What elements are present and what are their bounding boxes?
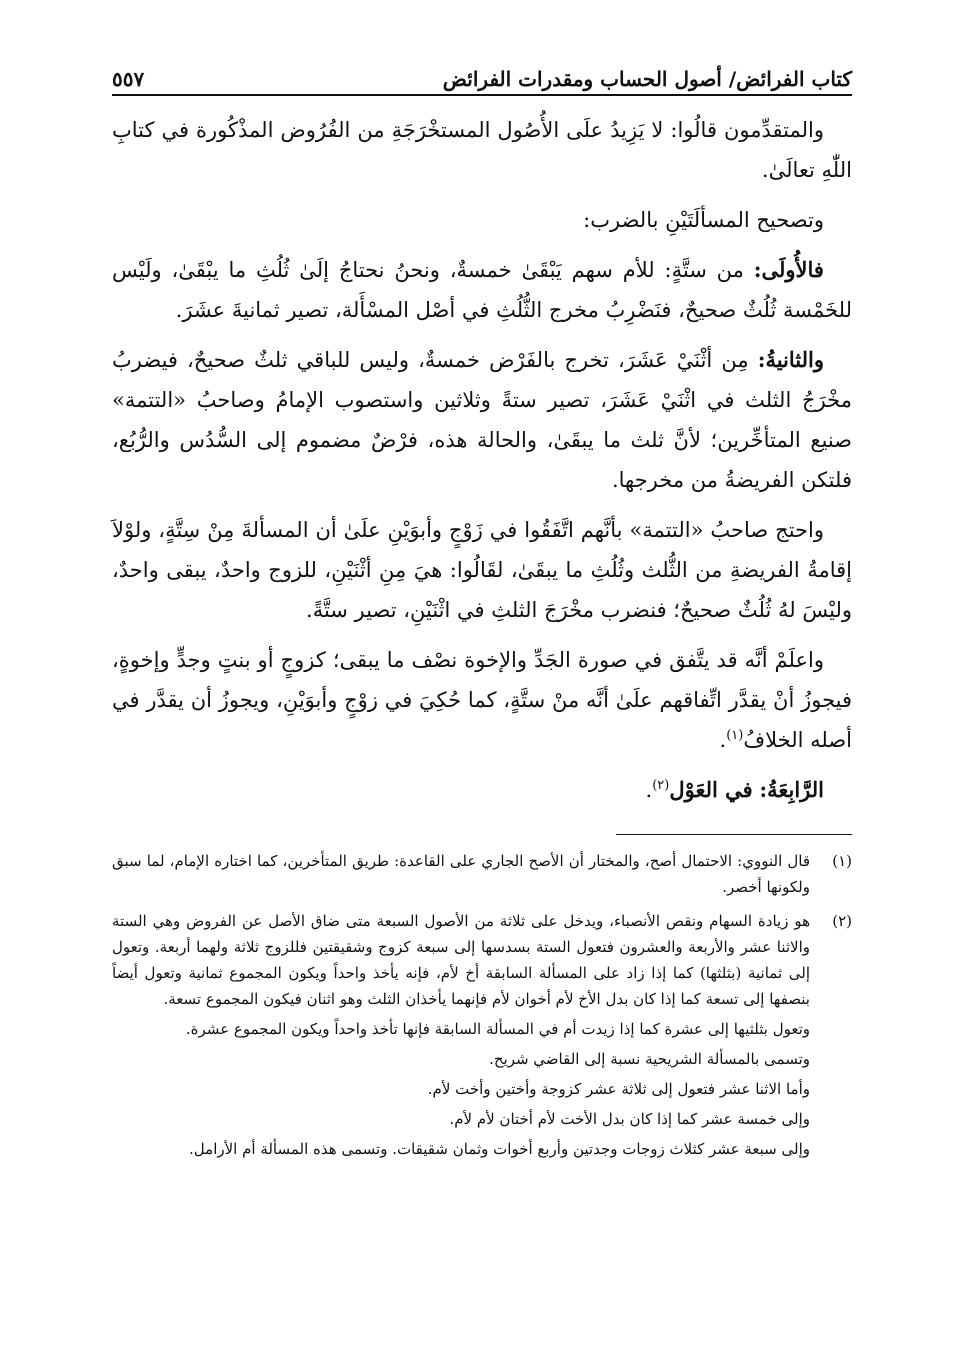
footnote-rule [616,834,852,835]
paragraph-2: وتصحيح المسألَتَيْنِ بالضرب: [583,208,824,232]
footnote-number: (١) [832,852,852,870]
footnotes [112,848,852,1170]
footnote-text: وإلى خمسة عشر كما إذا كان بدل الأخت لأم أختان لأم لأم. [449,1110,810,1128]
paragraph-3-text: من ستَّةٍ: للأم سهم يَبْقَىٰ خمسةٌ، ونحنُ نحتاجُ إلَىٰ ثُلُثِ ما يبْقَىٰ، ولَيْس للخَمْسة ثُلُثٌ صحيحٌ، فنَضْرِبُ مخرج الثُّلُثِ في أصْل المسْأَلة، تصير ثمانيةَ عشَرَ. [112,258,852,322]
paragraph-1: والمتقدِّمون قالُوا: لا يَزِيدُ علَى الأُصُول المستخْرَجَةِ من الفُرُوض المذْكُورة في كتابِ اللّٰهِ تعالَىٰ. [112,118,852,182]
paragraph-4-lead: والثانيةُ: [757,347,824,372]
paragraph-6 [112,640,852,760]
footnote-text: وأما الاثنا عشر فتعول إلى ثلاثة عشر كزوجة وأختين وأخت لأم. [427,1080,810,1098]
header-rule [112,94,852,96]
paragraph-7-text: في العَوْل [669,777,753,802]
paragraph-6-end: . [719,728,727,752]
footnote-text: وإلى سبعة عشر كثلاث زوجات وجدتين وأربع أخوات وثمان شقيقات. وتسمى هذه المسألة أم الأرامل. [189,1140,810,1158]
paragraph-7-lead: الرَّابِعَةُ: [759,777,824,802]
paragraph-7-end: . [645,778,653,802]
footnote-number: (٢) [832,912,852,930]
running-header [112,55,852,91]
footnote-2 [112,908,852,1166]
footnote-ref-1[interactable]: (١) [726,728,744,743]
paragraph-4-text: مِن أثْنَيْ عَشَرَ، تخرج بالفَرْض خمسةٌ، وليس للباقي ثلثٌ صحيحٌ، فيضربُ مخْرَجُ الثلث في اثْنَيْ عَشَرَ، تصير ستةً وثلاثين واستصوب الإمامُ وصاحبُ «التتمة» صنيع المتأخِّرين؛ لأنَّ ثلث ما يبقَىٰ، والحالة هذه، فرْضٌ مضموم إلى السُّدُس والرُّبُع، فلتكن الفريضةُ من مخرجها. [112,348,852,492]
footnote-text: وتعول بثلثيها إلى عشرة كما إذا زيدت أم في المسألة السابقة فإنها تأخذ واحداً ويكون المجموع عشرة. [185,1020,810,1038]
paragraph-4 [112,340,852,500]
footnote-text: هو زيادة السهام ونقص الأنصباء، ويدخل على ثلاثة من الأصول السبعة متى ضاق الأصل عن الفروض وهي الستة والاثنا عشر والأربعة والعشرون فتعول الستة بسدسها إلى سبعة كزوج وشقيقتين فللزوج ثلاثة ولهما أربعة. وتعول إلى ثمانية (بثلثها) كما إذا زاد على المسألة السابقة أخ لأم، فإنه يأخذ واحداً ويكون المجموع ثمانية وتعول أيضاً بنصفها إلى تسعة كما إذا كان بدل الأخ لأم أخوان لأم فإنهما يأخذان الثلث وهو اثنان فيكون المجموع تسعة. [112,912,810,1008]
page-number: ٥٥٧ [112,67,145,91]
paragraph-5: واحتج صاحبُ «التتمة» بأنَّهم اتَّفَقُوا في زَوْجٍ وأبوَيْنِ علَىٰ أن المسألةَ مِنْ سِتَّةٍ، ولوْلاَ إقامةُ الفريضةِ من الثُّلث وثُلُثِ ما يبقَىٰ، لقَالُوا: هيَ مِنِ أثْنَيْنِ، للزوج واحدٌ، يبقى واحدٌ، وليْسَ لهُ ثُلُثٌ صحيحٌ؛ فنضرب مخْرَجَ الثلثِ في اثْنَيْنِ، تصير ستَّةً. [112,518,852,622]
footnote-1 [112,848,852,904]
footnote-text: وتسمى بالمسألة الشريحية نسبة إلى القاضي شريح. [489,1050,810,1068]
paragraph-6-text: واعلَمْ أنَّه قد يتَّفق في صورة الجَدِّ والإخوة نصْف ما يبقى؛ كزوجٍ أو بنتٍ وجدٍّ وإخوةٍ، فيجوزُ أنْ يقدَّر اتِّفاقهم علَىٰ أنَّه منْ ستَّةٍ، كما حُكِيَ في زوْجٍ وأبوَيْنِ، ويجوزُ أن يقدَّر في أصله الخلافُ [112,648,852,752]
footnote-text: قال النووي: الاحتمال أصح، والمختار أن الأصح الجاري على القاعدة: طريق المتأخرين، كما اختاره الإمام، لما سبق ولكونها أخصر. [112,852,810,896]
paragraph-7 [112,770,852,810]
paragraph-3-lead: فالأُولَى: [753,257,824,282]
chapter-title: كتاب الفرائض/ أصول الحساب ومقدرات الفرائض [442,67,852,91]
main-text [112,110,852,820]
footnote-ref-2[interactable]: (٢) [652,778,670,793]
paragraph-3 [112,250,852,330]
